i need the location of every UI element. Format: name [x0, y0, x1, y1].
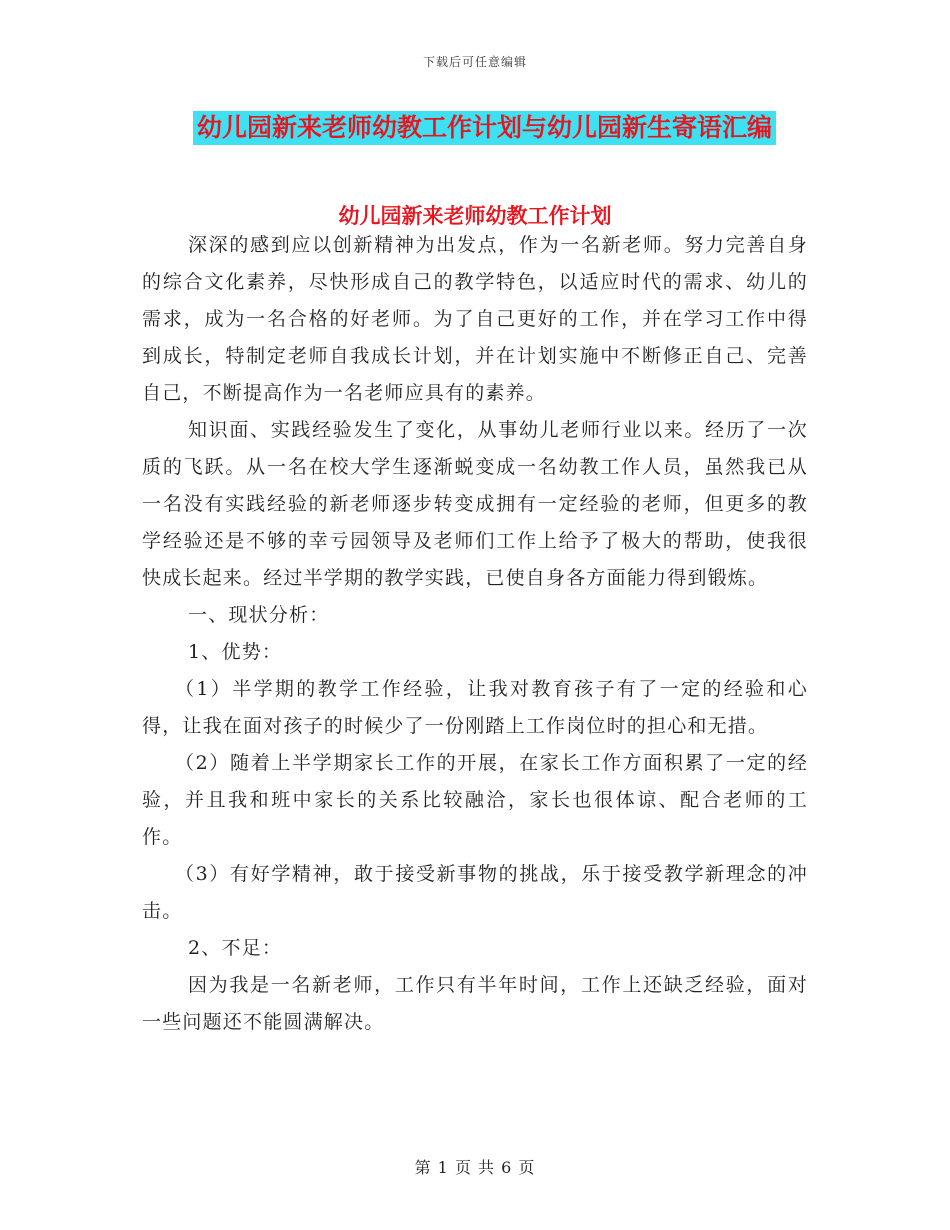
heading-advantages: 1、优势： [188, 641, 283, 663]
header-note: 下载后可任意编辑 [422, 55, 527, 69]
heading-status-analysis: 一、现状分析： [188, 604, 330, 626]
heading-shortcomings: 2、不足： [188, 937, 283, 959]
advantage-item-3: （3）有好学精神，敢于接受新事物的挑战，乐于接受教学新理念的冲击。 [142, 863, 808, 922]
section-title: 幼儿园新来老师幼教工作计划 [338, 204, 612, 228]
page-footer: 第 1 页 共 6 页 [414, 1158, 536, 1177]
advantage-item-1: （1）半学期的教学工作经验，让我对教育孩子有了一定的经验和心得，让我在面对孩子的时候少了一份刚踏上工作岗位时的担心和无措。 [142, 678, 808, 737]
document-title: 幼儿园新来老师幼教工作计划与幼儿园新生寄语汇编 [193, 111, 776, 145]
paragraph-shortcomings: 因为我是一名新老师，工作只有半年时间，工作上还缺乏经验，面对一些问题还不能圆满解决。 [142, 974, 808, 1033]
advantage-item-2: （2）随着上半学期家长工作的开展，在家长工作方面积累了一定的经验，并且我和班中家长的关系比较融洽，家长也很体谅、配合老师的工作。 [142, 752, 808, 848]
document-body [142, 227, 808, 1041]
paragraph-intro: 深深的感到应以创新精神为出发点，作为一名新老师。努力完善自身的综合文化素养，尽快形成自己的教学特色，以适应时代的需求、幼儿的需求，成为一名合格的好老师。为了自己更好的工作，并在学习工作中得到成长，特制定老师自我成长计划，并在计划实施中不断修正自己、完善自己，不断提高作为一名老师应具有的素养。 [142, 234, 808, 404]
paragraph-experience: 知识面、实践经验发生了变化，从事幼儿老师行业以来。经历了一次质的飞跃。从一名在校大学生逐渐蜕变成一名幼教工作人员，虽然我已从一名没有实践经验的新老师逐步转变成拥有一定经验的老师，但更多的教学经验还是不够的幸亏园领导及老师们工作上给予了极大的帮助，使我很快成长起来。经过半学期的教学实践，已使自身各方面能力得到锻炼。 [142, 419, 808, 589]
